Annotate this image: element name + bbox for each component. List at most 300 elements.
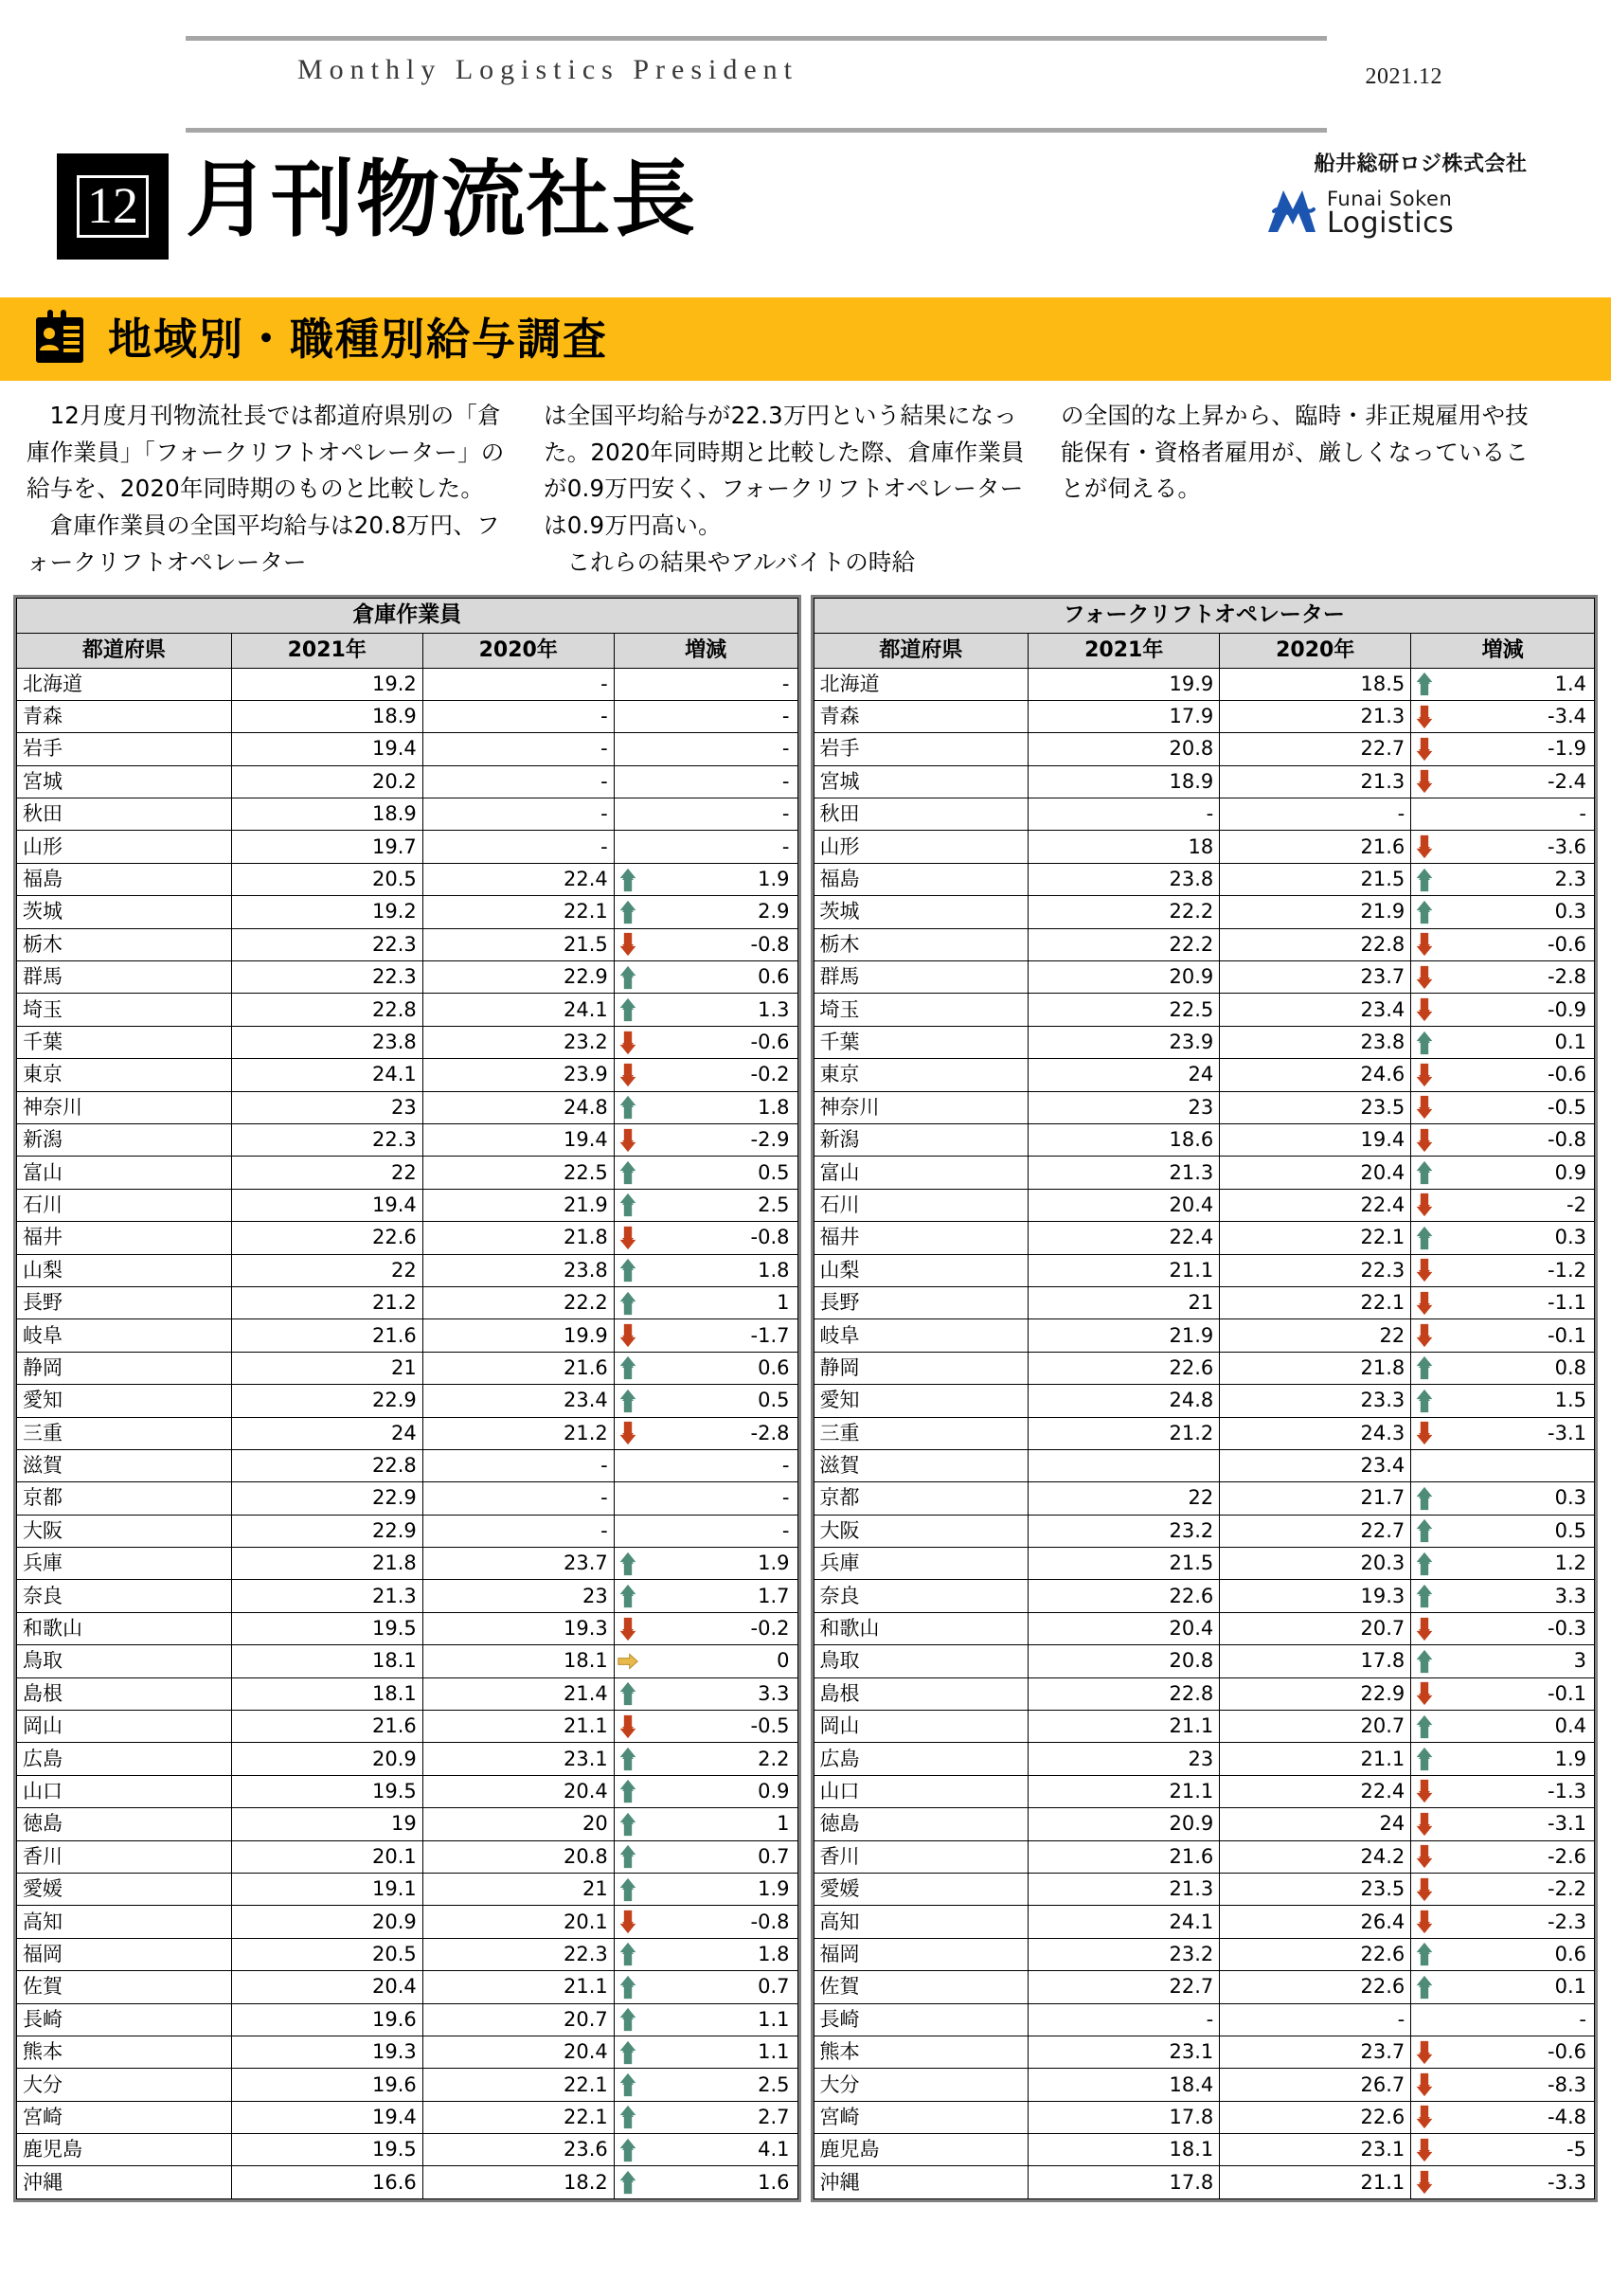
arrow-down-icon: [1414, 1877, 1435, 1902]
arrow-up-icon: [1414, 672, 1435, 696]
cell-salary-2020: 24.6: [1220, 1059, 1411, 1091]
cell-change: [614, 2101, 797, 2133]
cell-prefecture: 奈良: [17, 1580, 232, 1612]
cell-prefecture: 高知: [17, 1906, 232, 1938]
cell-change: [1411, 1026, 1595, 1058]
arrow-up-icon: [1414, 1389, 1435, 1413]
cell-salary-2020: 24: [1220, 1808, 1411, 1840]
table-row: [814, 1938, 1595, 1970]
change-value: -0.5: [750, 1714, 790, 1738]
cell-change: [614, 2134, 797, 2166]
change-value: -: [781, 834, 790, 858]
brand-word-bottom: Logistics: [1327, 206, 1455, 240]
cell-salary-2020: 23.1: [422, 1743, 614, 1775]
cell-salary-2021: 19.4: [231, 733, 422, 765]
cell-salary-2021: 24.8: [1029, 1385, 1220, 1417]
table-row: [814, 1449, 1595, 1481]
cell-change: [1411, 1482, 1595, 1515]
cell-prefecture: 茨城: [17, 896, 232, 928]
cell-change: [614, 1254, 797, 1286]
change-value: -: [781, 769, 790, 793]
cell-salary-2020: 20.1: [422, 1906, 614, 1938]
cell-salary-2021: 21.6: [1029, 1840, 1220, 1873]
table-row: [814, 1482, 1595, 1515]
cell-change: [1411, 1840, 1595, 1873]
cell-prefecture: 青森: [17, 700, 232, 732]
cell-salary-2020: 18.2: [422, 2166, 614, 2198]
cell-change: [1411, 1775, 1595, 1807]
arrow-up-icon: [1414, 868, 1435, 892]
column-header-prefecture: 都道府県: [814, 633, 1029, 668]
cell-salary-2020: 20.7: [1220, 1711, 1411, 1743]
cell-change: [614, 994, 797, 1026]
arrow-up-icon: [1414, 1975, 1435, 2000]
cell-salary-2021: 22.8: [231, 994, 422, 1026]
cell-salary-2021: 22.3: [231, 1123, 422, 1156]
change-value: 0.9: [1554, 1160, 1586, 1184]
arrow-down-icon: [1414, 1063, 1435, 1087]
arrow-down-icon: [618, 1063, 638, 1087]
arrow-down-icon: [1414, 1095, 1435, 1120]
arrow-up-icon: [1414, 1486, 1435, 1511]
cell-change: [614, 1059, 797, 1091]
arrow-up-icon: [618, 1291, 638, 1316]
table-row: [17, 2101, 798, 2133]
cell-salary-2020: 21.2: [422, 1417, 614, 1449]
cell-change: [1411, 2101, 1595, 2133]
arrow-up-icon: [618, 2138, 638, 2162]
cell-salary-2021: 18.9: [231, 700, 422, 732]
change-value: 0.8: [1554, 1355, 1586, 1379]
arrow-down-icon: [1414, 965, 1435, 990]
article-body: [0, 381, 1611, 582]
cell-salary-2021: 22.7: [1029, 1971, 1220, 2003]
arrow-up-icon: [1414, 1942, 1435, 1966]
cell-salary-2021: 24.1: [231, 1059, 422, 1091]
table-row: [17, 1319, 798, 1352]
cell-prefecture: 宮崎: [814, 2101, 1029, 2133]
arrow-up-icon: [618, 900, 638, 924]
cell-change: [1411, 1417, 1595, 1449]
cell-prefecture: 高知: [814, 1906, 1029, 1938]
table-row: [814, 1808, 1595, 1840]
cell-change: [1411, 1385, 1595, 1417]
change-value: 1.8: [758, 1258, 790, 1282]
table-row: [814, 2166, 1595, 2198]
cell-salary-2020: 21.6: [422, 1352, 614, 1384]
table-forklift-operator: [811, 595, 1599, 2202]
change-value: 3: [1573, 1649, 1586, 1673]
issue-date: 2021.12: [1365, 64, 1442, 89]
article-paragraph: 12月度月刊物流社長では都道府県別の「倉庫作業員」「フォークリフトオペレーター」の給与を、2020年同時期のものと比較した。: [27, 402, 505, 503]
cell-change: [614, 1971, 797, 2003]
arrow-up-icon: [618, 1779, 638, 1803]
table-row: [814, 2036, 1595, 2068]
salary-tables: [0, 582, 1611, 2202]
cell-salary-2021: 22.8: [231, 1449, 422, 1481]
cell-salary-2020: 23.1: [1220, 2134, 1411, 2166]
table-group-header: 倉庫作業員: [17, 598, 798, 633]
cell-salary-2020: -: [422, 700, 614, 732]
company-name: 船井総研ロジ株式会社: [1314, 152, 1528, 175]
cell-salary-2021: 22: [231, 1157, 422, 1189]
table-row: [814, 994, 1595, 1026]
arrow-up-icon: [618, 1844, 638, 1869]
cell-prefecture: 東京: [17, 1059, 232, 1091]
arrow-down-icon: [1414, 2105, 1435, 2129]
change-value: 1.7: [758, 1584, 790, 1607]
cell-salary-2020: -: [1220, 798, 1411, 831]
table-row: [814, 798, 1595, 831]
cell-change: [1411, 863, 1595, 895]
cell-salary-2021: 19.5: [231, 1775, 422, 1807]
cell-prefecture: 茨城: [814, 896, 1029, 928]
change-value: -0.2: [750, 1063, 790, 1086]
change-value: 1.9: [758, 1552, 790, 1575]
cell-salary-2021: 22.9: [231, 1385, 422, 1417]
change-value: -0.1: [1548, 1323, 1586, 1347]
cell-salary-2021: 19.9: [1029, 668, 1220, 700]
cell-change: [1411, 1449, 1595, 1481]
cell-salary-2021: 22.9: [231, 1482, 422, 1515]
cell-salary-2021: 20.9: [231, 1906, 422, 1938]
table-row: [814, 1840, 1595, 1873]
table-row: [17, 1515, 798, 1547]
cell-prefecture: 長野: [17, 1286, 232, 1318]
cell-salary-2020: 18.5: [1220, 668, 1411, 700]
masthead: [0, 36, 1611, 277]
brand-logo: [1264, 187, 1577, 241]
cell-salary-2021: 18.9: [231, 798, 422, 831]
table-row: [17, 1743, 798, 1775]
arrow-down-icon: [1414, 769, 1435, 794]
change-value: -0.8: [750, 1226, 790, 1249]
table-row: [17, 1026, 798, 1058]
section-title: 地域別・職種別給与調査: [108, 314, 608, 365]
cell-prefecture: 秋田: [17, 798, 232, 831]
cell-salary-2020: 23.7: [1220, 961, 1411, 994]
table-row: [17, 2003, 798, 2036]
cell-salary-2021: 23.2: [1029, 1938, 1220, 1970]
table-row: [814, 1319, 1595, 1352]
month-badge: [57, 153, 169, 260]
cell-prefecture: 愛媛: [17, 1873, 232, 1905]
cell-salary-2021: 21.3: [231, 1580, 422, 1612]
cell-prefecture: 山口: [814, 1775, 1029, 1807]
cell-salary-2020: 22.6: [1220, 1971, 1411, 2003]
cell-salary-2021: 22.6: [1029, 1352, 1220, 1384]
change-value: 0.3: [1554, 1226, 1586, 1249]
arrow-down-icon: [1414, 1844, 1435, 1869]
cell-salary-2020: 23.2: [422, 1026, 614, 1058]
cell-salary-2020: 22: [1220, 1319, 1411, 1352]
cell-salary-2020: -: [422, 831, 614, 863]
table-row: [814, 1157, 1595, 1189]
cell-change: [1411, 765, 1595, 798]
cell-salary-2020: 21.9: [422, 1189, 614, 1221]
cell-change: [614, 1189, 797, 1221]
change-value: 0.6: [1554, 1942, 1586, 1965]
cell-prefecture: 大分: [17, 2069, 232, 2101]
cell-change: [614, 1449, 797, 1481]
arrow-down-icon: [618, 932, 638, 957]
change-value: 1.2: [1554, 1552, 1586, 1575]
arrow-up-icon: [1414, 1747, 1435, 1771]
cell-prefecture: 長崎: [814, 2003, 1029, 2036]
cell-change: [614, 798, 797, 831]
cell-salary-2021: 23.8: [231, 1026, 422, 1058]
cell-salary-2021: 19: [231, 1808, 422, 1840]
cell-salary-2020: 22.9: [422, 961, 614, 994]
cell-prefecture: 沖縄: [17, 2166, 232, 2198]
cell-change: [1411, 2003, 1595, 2036]
cell-salary-2021: 21.6: [231, 1319, 422, 1352]
cell-salary-2020: 24.2: [1220, 1840, 1411, 1873]
cell-change: [614, 1775, 797, 1807]
cell-salary-2020: 21.9: [1220, 896, 1411, 928]
table-group-header: フォークリフトオペレーター: [814, 598, 1595, 633]
table-row: [17, 1352, 798, 1384]
cell-salary-2020: 21.1: [422, 1711, 614, 1743]
change-value: 1.1: [758, 2040, 790, 2064]
table-column-header-row: [814, 633, 1595, 668]
change-value: -0.3: [1548, 1617, 1586, 1641]
cell-change: [614, 1840, 797, 1873]
cell-salary-2020: 22.4: [1220, 1775, 1411, 1807]
change-value: 0.3: [1554, 900, 1586, 924]
cell-salary-2020: 24.8: [422, 1091, 614, 1123]
arrow-up-icon: [1414, 1160, 1435, 1185]
cell-change: [614, 700, 797, 732]
table-row: [814, 1971, 1595, 2003]
change-value: 2.3: [1554, 868, 1586, 891]
cell-salary-2021: 17.8: [1029, 2101, 1220, 2133]
change-value: 0.5: [758, 1160, 790, 1184]
cell-prefecture: 兵庫: [814, 1548, 1029, 1580]
change-value: -3.1: [1548, 1812, 1586, 1836]
cell-salary-2021: -: [1029, 2003, 1220, 2036]
cell-salary-2021: 22.6: [231, 1222, 422, 1254]
cell-change: [1411, 1743, 1595, 1775]
cell-salary-2021: 21.2: [1029, 1417, 1220, 1449]
month-number: 12: [77, 175, 149, 238]
table-row: [17, 1645, 798, 1677]
cell-change: [1411, 1515, 1595, 1547]
cell-prefecture: 島根: [17, 1677, 232, 1710]
change-value: -: [781, 1486, 790, 1510]
cell-change: [614, 1808, 797, 1840]
cell-salary-2020: 23.3: [1220, 1385, 1411, 1417]
cell-salary-2021: 21.1: [1029, 1711, 1220, 1743]
cell-prefecture: 徳島: [814, 1808, 1029, 1840]
cell-salary-2021: 20.5: [231, 1938, 422, 1970]
change-value: 2.5: [758, 2072, 790, 2096]
cell-salary-2021: 21.1: [1029, 1254, 1220, 1286]
cell-change: [1411, 1352, 1595, 1384]
table-row: [814, 700, 1595, 732]
arrow-up-icon: [1414, 1226, 1435, 1250]
cell-prefecture: 京都: [17, 1482, 232, 1515]
cell-change: [1411, 1938, 1595, 1970]
change-value: 1: [777, 1291, 790, 1315]
cell-salary-2021: 24: [231, 1417, 422, 1449]
arrow-up-icon: [618, 1877, 638, 1902]
arrow-down-icon: [1414, 737, 1435, 762]
cell-change: [614, 1677, 797, 1710]
cell-prefecture: 大阪: [17, 1515, 232, 1547]
cell-prefecture: 鹿児島: [814, 2134, 1029, 2166]
column-header-2021: 2021年: [231, 633, 422, 668]
change-value: 0.7: [758, 1975, 790, 1999]
cell-salary-2020: -: [1220, 2003, 1411, 2036]
cell-prefecture: 山形: [17, 831, 232, 863]
page-title: 月刊物流社長: [186, 151, 698, 248]
change-value: -3.6: [1548, 834, 1586, 858]
cell-salary-2020: 26.7: [1220, 2069, 1411, 2101]
cell-prefecture: 佐賀: [814, 1971, 1029, 2003]
arrow-up-icon: [618, 1160, 638, 1185]
cell-salary-2020: 21.1: [1220, 2166, 1411, 2198]
cell-prefecture: 青森: [814, 700, 1029, 732]
table-row: [17, 1808, 798, 1840]
cell-salary-2020: 22.5: [422, 1157, 614, 1189]
arrow-down-icon: [1414, 1910, 1435, 1934]
cell-change: [614, 668, 797, 700]
cell-salary-2020: 21.3: [1220, 765, 1411, 798]
arrow-up-icon: [618, 2105, 638, 2129]
cell-salary-2020: 19.9: [422, 1319, 614, 1352]
cell-salary-2021: 20.1: [231, 1840, 422, 1873]
cell-prefecture: 栃木: [17, 928, 232, 960]
cell-change: [614, 2036, 797, 2068]
table-row: [17, 1482, 798, 1515]
arrow-up-icon: [1414, 1031, 1435, 1055]
cell-salary-2020: 23.6: [422, 2134, 614, 2166]
change-value: -0.6: [1548, 1063, 1586, 1086]
column-header-change: 増減: [614, 633, 797, 668]
cell-salary-2020: 21.5: [422, 928, 614, 960]
cell-salary-2021: 22.2: [1029, 928, 1220, 960]
cell-change: [614, 896, 797, 928]
cell-salary-2021: 24.1: [1029, 1906, 1220, 1938]
cell-salary-2021: 19.1: [231, 1873, 422, 1905]
change-value: -0.8: [750, 1910, 790, 1933]
cell-salary-2021: 22.5: [1029, 994, 1220, 1026]
change-value: -1.1: [1548, 1291, 1586, 1315]
table-row: [814, 2134, 1595, 2166]
change-value: 1.1: [758, 2007, 790, 2031]
cell-salary-2020: 21.8: [1220, 1352, 1411, 1384]
arrow-up-icon: [618, 965, 638, 990]
change-value: -3.4: [1548, 705, 1586, 728]
change-value: 1.5: [1554, 1389, 1586, 1412]
cell-salary-2021: 19.3: [231, 2036, 422, 2068]
article-paragraph: これらの結果やアルバイトの時給: [566, 547, 916, 576]
change-value: 3.3: [1554, 1584, 1586, 1607]
change-value: -0.5: [1548, 1095, 1586, 1119]
cell-salary-2020: 21: [422, 1873, 614, 1905]
cell-change: [614, 1548, 797, 1580]
cell-salary-2020: 22.4: [422, 863, 614, 895]
change-value: -: [781, 737, 790, 761]
cell-prefecture: 大分: [814, 2069, 1029, 2101]
cell-salary-2021: 18.9: [1029, 765, 1220, 798]
table-group-header-row: [814, 598, 1595, 633]
table-row: [814, 928, 1595, 960]
arrow-up-icon: [618, 1584, 638, 1608]
column-header-2020: 2020年: [1220, 633, 1411, 668]
cell-salary-2020: -: [422, 765, 614, 798]
table-row: [17, 668, 798, 700]
article-column-1: [27, 398, 517, 582]
cell-salary-2021: 18.6: [1029, 1123, 1220, 1156]
table-row: [814, 896, 1595, 928]
warehouse-worker-tbody: [17, 668, 798, 2198]
cell-change: [614, 733, 797, 765]
change-value: 2.7: [758, 2105, 790, 2128]
cell-salary-2021: 22.3: [231, 928, 422, 960]
table-row: [17, 994, 798, 1026]
table-row: [814, 1352, 1595, 1384]
arrow-down-icon: [618, 1323, 638, 1348]
arrow-up-icon: [618, 1812, 638, 1837]
arrow-down-icon: [1414, 1323, 1435, 1348]
cell-prefecture: 愛知: [814, 1385, 1029, 1417]
cell-salary-2020: 23: [422, 1580, 614, 1612]
masthead-rule-bottom: [186, 128, 1327, 133]
table-row: [814, 1417, 1595, 1449]
cell-prefecture: 埼玉: [17, 994, 232, 1026]
change-value: -3.1: [1548, 1421, 1586, 1444]
cell-salary-2020: 22.2: [422, 1286, 614, 1318]
cell-prefecture: 鹿児島: [17, 2134, 232, 2166]
cell-salary-2021: 21.2: [231, 1286, 422, 1318]
table-row: [17, 1222, 798, 1254]
cell-change: [1411, 1157, 1595, 1189]
cell-salary-2020: 22.1: [422, 2101, 614, 2133]
change-value: -0.2: [750, 1617, 790, 1641]
cell-salary-2020: 23.5: [1220, 1873, 1411, 1905]
change-value: -: [781, 705, 790, 728]
cell-salary-2021: 21: [231, 1352, 422, 1384]
arrow-down-icon: [1414, 1421, 1435, 1445]
cell-salary-2021: 21.1: [1029, 1775, 1220, 1807]
cell-prefecture: 鳥取: [17, 1645, 232, 1677]
cell-salary-2020: 21.3: [1220, 700, 1411, 732]
cell-change: [1411, 1906, 1595, 1938]
change-value: 0: [777, 1649, 790, 1673]
table-row: [17, 1971, 798, 2003]
arrow-down-icon: [1414, 932, 1435, 957]
cell-salary-2021: 19.4: [231, 1189, 422, 1221]
table-row: [814, 831, 1595, 863]
change-value: 1.9: [1554, 1747, 1586, 1770]
table-row: [17, 1123, 798, 1156]
cell-change: [1411, 1580, 1595, 1612]
arrow-down-icon: [618, 1421, 638, 1445]
cell-change: [614, 1286, 797, 1318]
cell-change: [614, 1319, 797, 1352]
cell-prefecture: 新潟: [814, 1123, 1029, 1156]
cell-salary-2021: 22.9: [231, 1515, 422, 1547]
cell-salary-2021: 19.6: [231, 2003, 422, 2036]
cell-prefecture: 佐賀: [17, 1971, 232, 2003]
change-value: -1.7: [750, 1323, 790, 1347]
cell-change: [1411, 1873, 1595, 1905]
cell-change: [1411, 1189, 1595, 1221]
change-value: -: [781, 1454, 790, 1478]
cell-change: [614, 2166, 797, 2198]
